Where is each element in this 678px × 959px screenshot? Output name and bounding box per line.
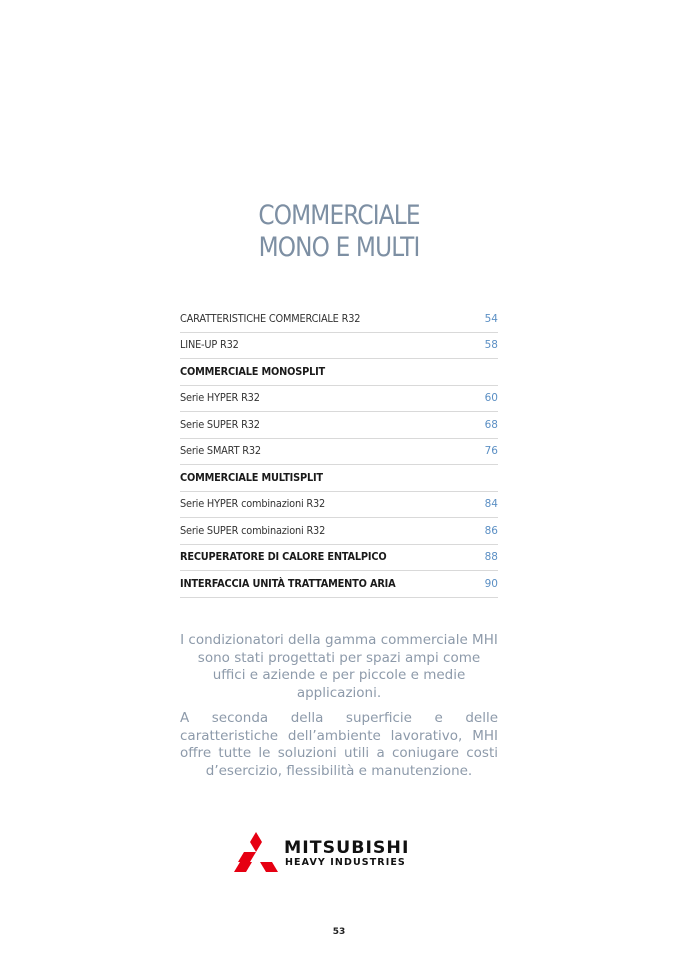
toc-page-number: 58 — [484, 339, 498, 352]
toc-label: Serie SUPER combinazioni R32 — [180, 524, 326, 537]
toc-page-number: 86 — [484, 524, 498, 537]
toc-section-label: RECUPERATORE DI CALORE ENTALPICO — [180, 551, 387, 564]
toc-section-monosplit — [180, 359, 498, 386]
toc-section-label: COMMERCIALE MONOSPLIT — [180, 365, 326, 378]
toc-section-multisplit — [180, 465, 498, 492]
description-paragraph-2: A seconda della superficie e delle caratteristiche dell’ambiente lavorativo, MHI offre tutte le soluzioni utili a coniugare costi d’esercizio, flessibilità e manutenzione. — [180, 710, 498, 779]
toc-row-recuperatore[interactable] — [180, 545, 498, 572]
toc-row-super[interactable] — [180, 412, 498, 439]
description-paragraph-1: I condizionatori della gamma commerciale MHI sono stati progettati per spazi ampi come uffici e aziende e per piccole e medie applicazioni. — [180, 632, 498, 701]
page-title — [47, 200, 630, 264]
logo-text-heavy-industries: HEAVY INDUSTRIES — [285, 857, 406, 868]
toc-label: CARATTERISTICHE COMMERCIALE R32 — [180, 312, 361, 325]
mitsubishi-three-diamonds-icon — [234, 832, 278, 872]
toc-page-number: 90 — [484, 577, 498, 590]
toc-page-number: 84 — [484, 498, 498, 511]
toc-row-interfaccia[interactable] — [180, 571, 498, 598]
toc-label: Serie SUPER R32 — [180, 418, 260, 431]
toc-row-hyper-combinazioni[interactable] — [180, 492, 498, 519]
toc-row-hyper[interactable] — [180, 386, 498, 413]
toc-page-number: 88 — [484, 551, 498, 564]
toc-label: Serie HYPER combinazioni R32 — [180, 498, 326, 511]
logo-diamond-bottom-right — [260, 862, 278, 872]
toc-row-caratteristiche[interactable] — [180, 306, 498, 333]
page-number: 53 — [332, 927, 346, 937]
page-title-line-2: MONO E MULTI — [258, 232, 420, 263]
toc-label: Serie SMART R32 — [180, 445, 261, 458]
toc-page-number: 54 — [484, 312, 498, 325]
toc-page-number: 68 — [484, 418, 498, 431]
brand-logo — [234, 832, 454, 874]
toc-row-super-combinazioni[interactable] — [180, 518, 498, 545]
toc-page-number: 76 — [484, 445, 498, 458]
description — [180, 632, 498, 788]
toc-label: LINE-UP R32 — [180, 339, 239, 352]
table-of-contents — [180, 306, 498, 598]
toc-row-smart[interactable] — [180, 439, 498, 466]
page-title-line-1: COMMERCIALE — [258, 200, 420, 231]
toc-section-label: COMMERCIALE MULTISPLIT — [180, 471, 323, 484]
logo-text-mitsubishi: MITSUBISHI — [284, 838, 410, 858]
logo-diamond-bottom-left — [234, 862, 252, 872]
toc-label: Serie HYPER R32 — [180, 392, 260, 405]
toc-section-label: INTERFACCIA UNITÀ TRATTAMENTO ARIA — [180, 577, 396, 590]
toc-row-line-up[interactable] — [180, 333, 498, 360]
toc-page-number: 60 — [484, 392, 498, 405]
